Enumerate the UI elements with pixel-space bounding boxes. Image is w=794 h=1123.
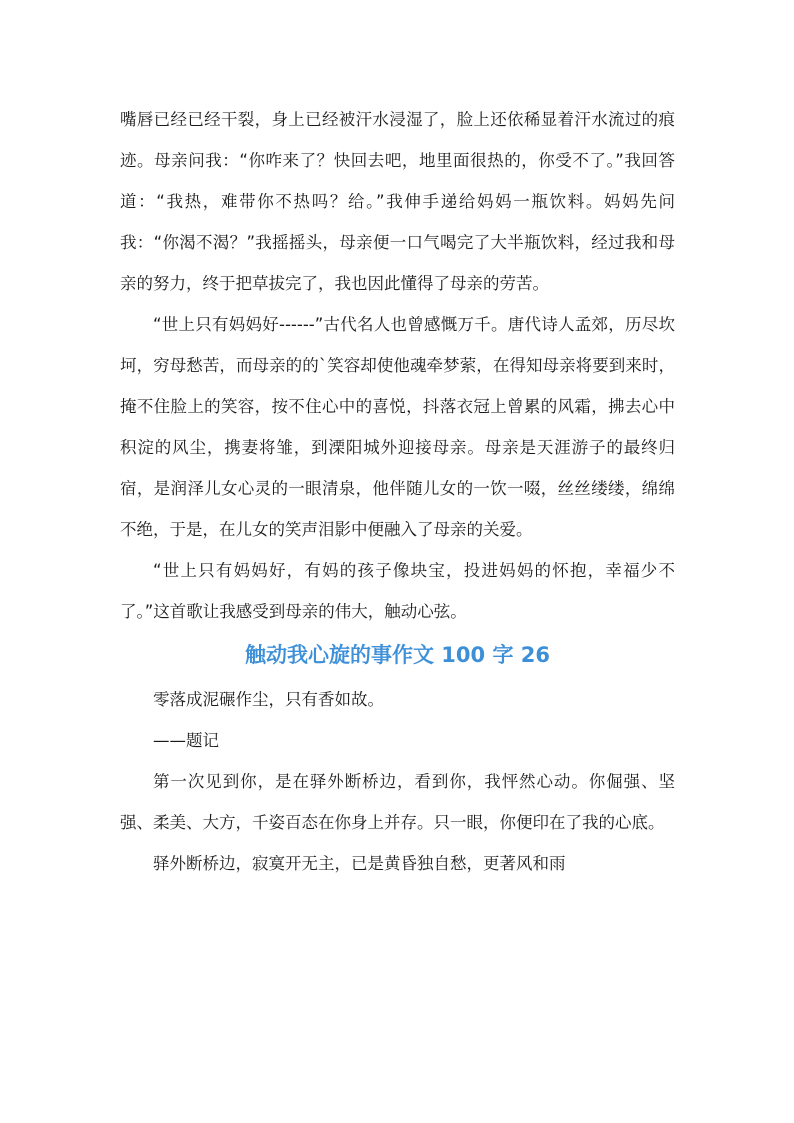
- document-page: [120, 99, 675, 884]
- body-paragraph: “世上只有妈妈好------”古代名人也曾感慨万千。唐代诗人孟郊，历尽坎坷，穷母愁苦，而母亲的的`笑容却使他魂牵梦萦，在得知母亲将要到来时，掩不住脸上的笑容，按不住心中的喜悦，抖落衣冠上曾累的风霜，拂去心中积淀的风尘，携妻将雏，到溧阳城外迎接母亲。母亲是天涯游子的最终归宿，是润泽儿女心灵的一眼清泉，他伴随儿女的一饮一啜，丝丝缕缕，绵绵不绝，于是，在儿女的笑声泪影中便融入了母亲的关爱。: [120, 315, 675, 539]
- article-title: 触动我心旋的事作文 100 字 26: [245, 643, 550, 667]
- epigraph-attribution: ——题记: [153, 731, 219, 750]
- body-paragraph: “世上只有妈妈好，有妈的孩子像块宝，投进妈妈的怀抱，幸福少不了。”这首歌让我感受到母亲的伟大，触动心弦。: [120, 561, 675, 621]
- body-paragraph: 嘴唇已经已经干裂，身上已经被汗水浸湿了，脸上还依稀显着汗水流过的痕迹。母亲问我：“你咋来了？快回去吧，地里面很热的，你受不了。”我回答道：“我热，难带你不热吗？给。”我伸手递给妈妈一瓶饮料。妈妈先问我：“你渴不渴？”我摇摇头，母亲便一口气喝完了大半瓶饮料，经过我和母亲的努力，终于把草拔完了，我也因此懂得了母亲的劳苦。: [120, 110, 675, 293]
- epigraph: 零落成泥碾作尘，只有香如故。: [153, 690, 384, 709]
- body-paragraph: 驿外断桥边，寂寞开无主，已是黄昏独自愁，更著风和雨: [153, 854, 566, 873]
- body-paragraph: 第一次见到你，是在驿外断桥边，看到你，我怦然心动。你倔强、坚强、柔美、大方，千姿百态在你身上并存。只一眼，你便印在了我的心底。: [120, 772, 675, 832]
